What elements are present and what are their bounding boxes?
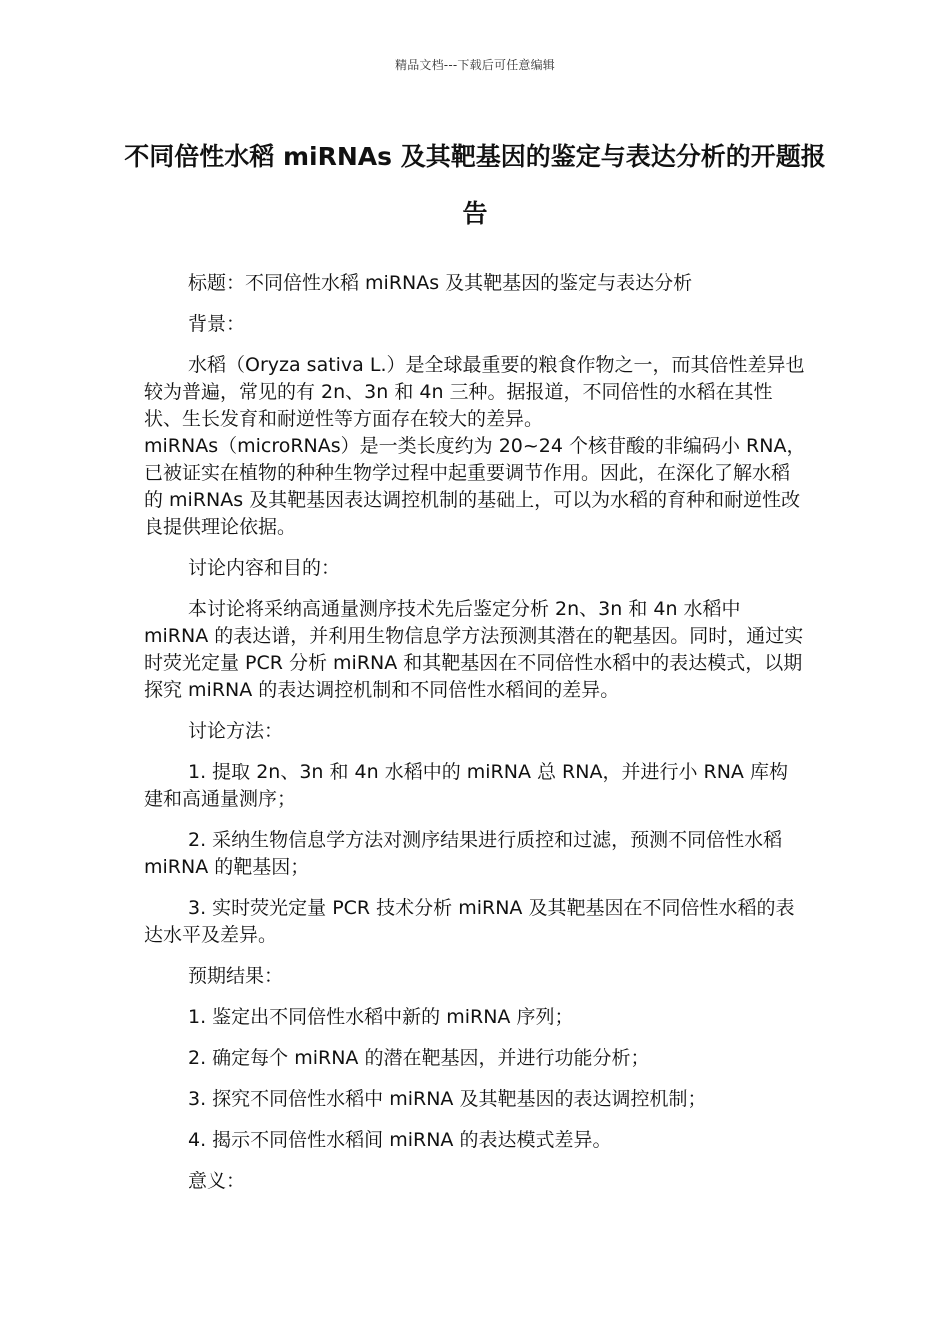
result-item-1: 1. 鉴定出不同倍性水稻中新的 miRNA 序列； [188, 1006, 574, 1028]
heading-expected-results: 预期结果： [188, 965, 284, 987]
heading-methods: 讨论方法： [188, 720, 284, 742]
paragraph-title-line: 标题：不同倍性水稻 miRNAs 及其靶基因的鉴定与表达分析 [188, 272, 693, 294]
result-item-2: 2. 确定每个 miRNA 的潜在靶基因，并进行功能分析； [188, 1047, 650, 1069]
heading-background: 背景： [188, 313, 246, 335]
method-item-2: 2. 采纳生物信息学方法对测序结果进行质控和过滤，预测不同倍性水稻 miRNA 的靶基因； [144, 829, 783, 878]
paragraph-content-purpose: 本讨论将采纳高通量测序技术先后鉴定分析 2n、3n 和 4n 水稻中 miRNA 的表达谱，并利用生物信息学方法预测其潜在的靶基因。同时，通过实时荧光定量 PCR 分析 miRNA 和其靶基因在不同倍性水稻中的表达模式，以期探究 miRNA 的表达调控机制和不同倍性水稻间的差异。 [144, 598, 804, 701]
paragraph-background-mirna: miRNAs（microRNAs）是一类长度约为 20~24 个核苷酸的非编码小 RNA，已被证实在植物的种种生物学过程中起重要调节作用。因此，在深化了解水稻的 miRNAs 及其靶基因表达调控机制的基础上，可以为水稻的育种和耐逆性改良提供理论依据。 [144, 435, 806, 538]
header-note: 精品文档---下载后可任意编辑 [395, 58, 555, 72]
heading-content-purpose: 讨论内容和目的： [188, 557, 341, 579]
document-title: 不同倍性水稻 miRNAs 及其靶基因的鉴定与表达分析的开题报告 [124, 142, 826, 228]
method-item-1: 1. 提取 2n、3n 和 4n 水稻中的 miRNA 总 RNA，并进行小 RNA 库构建和高通量测序； [144, 761, 788, 810]
result-item-3: 3. 探究不同倍性水稻中 miRNA 及其靶基因的表达调控机制； [188, 1088, 707, 1110]
paragraph-background-rice: 水稻（Oryza sativa L.）是全球最重要的粮食作物之一，而其倍性差异也较为普遍，常见的有 2n、3n 和 4n 三种。据报道，不同倍性的水稻在其性状、生长发育和耐逆性等方面存在较大的差异。 [144, 354, 805, 430]
method-item-3: 3. 实时荧光定量 PCR 技术分析 miRNA 及其靶基因在不同倍性水稻的表达水平及差异。 [144, 897, 795, 946]
result-item-4: 4. 揭示不同倍性水稻间 miRNA 的表达模式差异。 [188, 1129, 612, 1151]
heading-significance: 意义： [188, 1170, 246, 1192]
document-body [144, 270, 806, 1209]
